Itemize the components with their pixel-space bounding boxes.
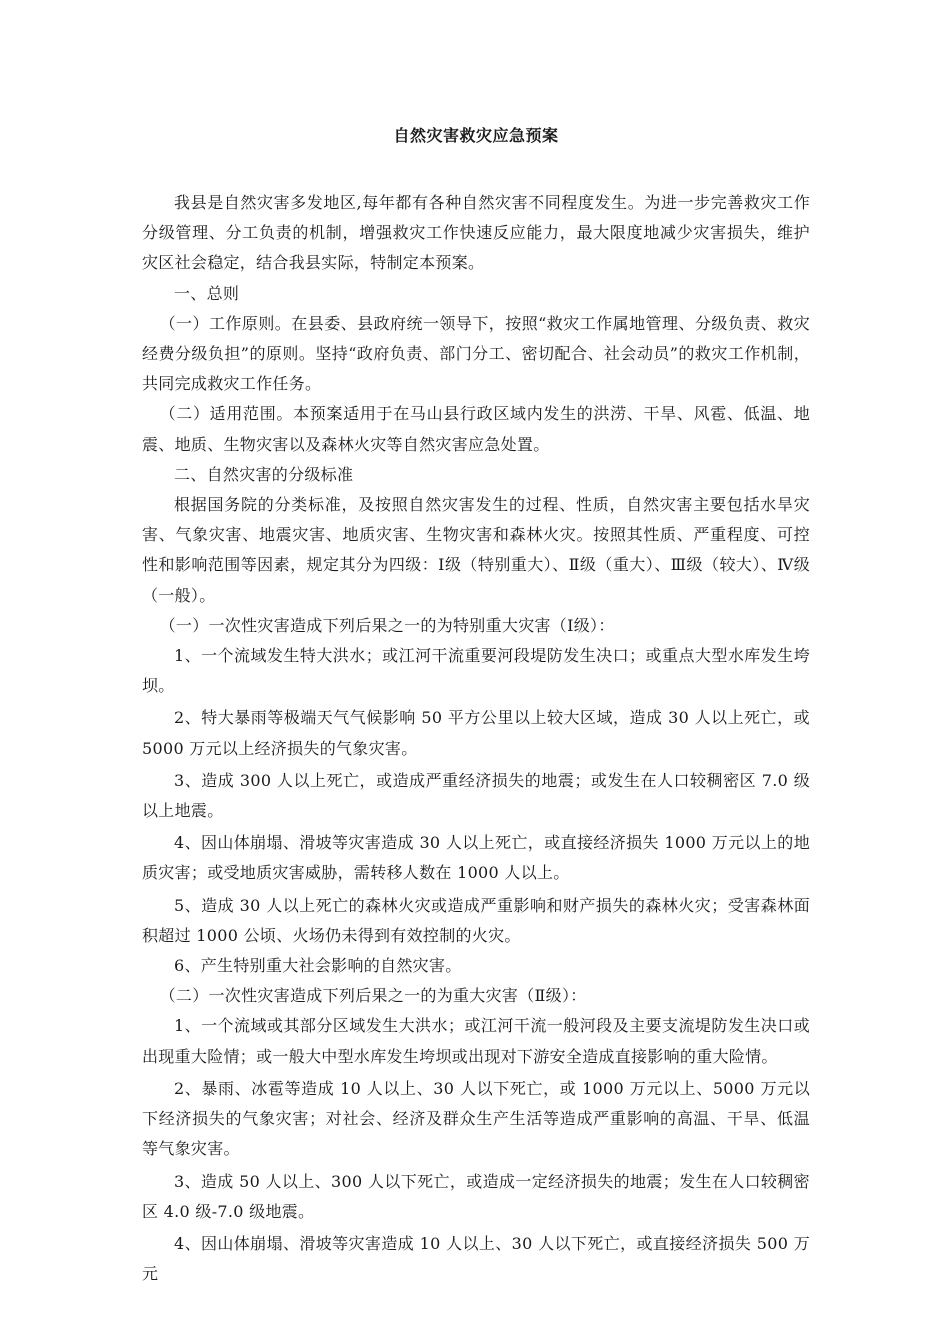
list-item-l1-5: 5、造成 30 人以上死亡的森林火灾或造成严重影响和财产损失的森林火灾；受害森林面积超过 1000 公顷、火场仍未得到有效控制的火灾。 xyxy=(142,895,810,945)
list-item-l1-1: 1、一个流域发生特大洪水；或江河干流重要河段堤防发生决口；或重点大型水库发生垮坝。 xyxy=(142,646,810,696)
list-item-l1-4: 4、因山体崩塌、滑坡等灾害造成 30 人以上死亡，或直接经济损失 1000 万元以上的地质灾害；或受地质灾害威胁，需转移人数在 1000 人以上。 xyxy=(142,833,810,883)
list-item-l2-3: 3、造成 50 人以上、300 人以下死亡，或造成一定经济损失的地震；发生在人口较稠密区 4.0 级-7.0 级地震。 xyxy=(142,1171,810,1221)
document-page xyxy=(142,122,810,1289)
paragraph-scope: （二）适用范围。本预案适用于在马山县行政区域内发生的洪涝、干旱、风雹、低温、地震、地质、生物灾害以及森林火灾等自然灾害应急处置。 xyxy=(142,404,810,454)
subheading-level-2: （二）一次性灾害造成下列后果之一的为重大灾害（Ⅱ级）： xyxy=(159,986,587,1006)
list-item-l2-4: 4、因山体崩塌、滑坡等灾害造成 10 人以上、30 人以下死亡，或直接经济损失 500 万元 xyxy=(142,1233,810,1284)
document-title: 自然灾害救灾应急预案 xyxy=(393,126,559,145)
list-item-l1-3: 3、造成 300 人以上死亡，或造成严重经济损失的地震；或发生在人口较稠密区 7.0 级以上地震。 xyxy=(142,770,810,821)
section-heading-grading: 二、自然灾害的分级标准 xyxy=(174,464,354,484)
paragraph-classification: 根据国务院的分类标准，及按照自然灾害发生的过程、性质，自然灾害主要包括水旱灾害、气象灾害、地震灾害、地质灾害、生物灾害和森林火灾。按照其性质、严重程度、可控性和影响范围等因素，规定其分为四级：Ⅰ级（特别重大）、Ⅱ级（重大）、Ⅲ级（较大）、Ⅳ级（一般）。 xyxy=(142,495,810,605)
intro-paragraph: 我县是自然灾害多发地区,每年都有各种自然灾害不同程度发生。为进一步完善救灾工作分级管理、分工负责的机制，增强救灾工作快速反应能力，最大限度地减少灾害损失，维护灾区社会稳定，结合我县实际，特制定本预案。 xyxy=(142,193,810,273)
subheading-level-1: （一）一次性灾害造成下列后果之一的为特别重大灾害（Ⅰ级）： xyxy=(159,615,615,635)
section-heading-general: 一、总则 xyxy=(174,283,240,303)
paragraph-work-principle: （一）工作原则。在县委、县政府统一领导下，按照“救灾工作属地管理、分级负责、救灾经费分级负担”的原则。坚持“政府负责、部门分工、密切配合、社会动员”的救灾工作机制，共同完成救灾工作任务。 xyxy=(142,313,810,394)
list-item-l2-1: 1、一个流域或其部分区域发生大洪水；或江河干流一般河段及主要支流堤防发生决口或出现重大险情；或一般大中型水库发生垮坝或出现对下游安全造成直接影响的重大险情。 xyxy=(142,1016,810,1066)
list-item-l2-2: 2、暴雨、冰雹等造成 10 人以上、30 人以下死亡，或 1000 万元以上、5000 万元以下经济损失的气象灾害；对社会、经济及群众生产生活等造成严重影响的高温、干旱、低温等气象灾害。 xyxy=(142,1078,810,1159)
list-item-l1-2: 2、特大暴雨等极端天气气候影响 50 平方公里以上较大区域，造成 30 人以上死亡，或 5000 万元以上经济损失的气象灾害。 xyxy=(142,708,810,758)
list-item-l1-6: 6、产生特别重大社会影响的自然灾害。 xyxy=(174,956,462,976)
